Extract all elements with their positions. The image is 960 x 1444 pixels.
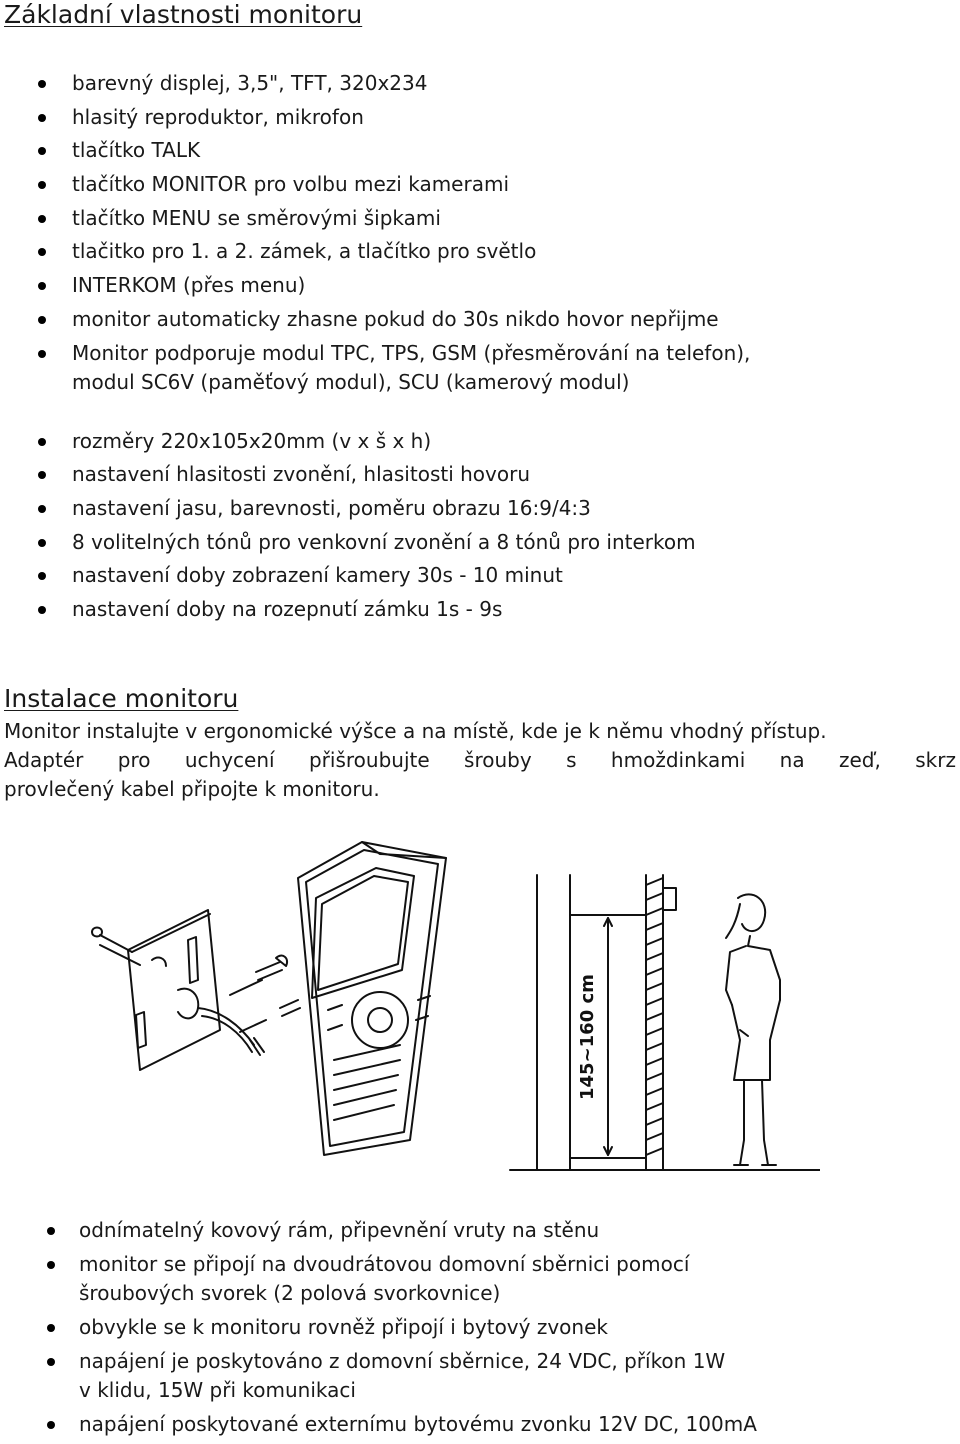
bullet-icon: [38, 215, 46, 223]
bullet-icon: [38, 350, 46, 358]
bullet-icon: [38, 316, 46, 324]
list-item: napájení poskytované externímu bytovému zvonku 12V DC, 100mA: [79, 1410, 757, 1439]
install-line-3: provlečený kabel připojte k monitoru.: [4, 777, 380, 801]
list-item: hlasitý reproduktor, mikrofon: [72, 103, 750, 132]
list-item: Monitor podporuje modul TPC, TPS, GSM (přesměrování na telefon), modul SC6V (paměťový modul), SCU (kamerový modul): [72, 339, 750, 397]
list-item: napájení je poskytováno z domovní sběrnice, 24 VDC, příkon 1W v klidu, 15W při komunikaci: [79, 1347, 757, 1405]
list-item: 8 volitelných tónů pro venkovní zvonění a 8 tónů pro interkom: [72, 528, 750, 557]
bullet-icon: [47, 1324, 55, 1332]
list-item: barevný displej, 3,5", TFT, 320x234: [72, 69, 750, 98]
list-item: obvykle se k monitoru rovněž připojí i bytový zvonek: [79, 1313, 757, 1342]
install-line-1: Monitor instalujte v ergonomické výšce a na místě, kde je k němu vhodný přístup.: [4, 719, 827, 743]
bullet-icon: [38, 114, 46, 122]
bullet-icon: [38, 248, 46, 256]
bullet-icon: [47, 1261, 55, 1269]
list-item: nastavení doby na rozepnutí zámku 1s - 9s: [72, 595, 750, 624]
mounting-plate-drawing: [92, 910, 300, 1070]
properties-list: [79, 1216, 757, 1444]
list-item: rozměry 220x105x20mm (v x š x h): [72, 427, 750, 456]
list-item: INTERKOM (přes menu): [72, 271, 750, 300]
list-item: nastavení doby zobrazení kamery 30s - 10 minut: [72, 561, 750, 590]
bullet-icon: [47, 1358, 55, 1366]
bullet-icon: [38, 471, 46, 479]
features-heading: Základní vlastnosti monitoru: [4, 0, 363, 29]
bullet-icon: [38, 438, 46, 446]
list-item: tlačitko pro 1. a 2. zámek, a tlačítko pro světlo: [72, 237, 750, 266]
bullet-icon: [47, 1227, 55, 1235]
monitor-drawing: [298, 842, 446, 1155]
list-item: tlačítko MENU se směrovými šipkami: [72, 204, 750, 233]
bullet-icon: [47, 1421, 55, 1429]
height-label: 145~160 cm: [577, 974, 598, 1100]
wall-drawing: [510, 875, 820, 1170]
bullet-icon: [38, 606, 46, 614]
list-item: monitor automaticky zhasne pokud do 30s nikdo hovor nepřijme: [72, 305, 750, 334]
list-item: odnímatelný kovový rám, připevnění vruty na stěnu: [79, 1216, 757, 1245]
bullet-icon: [38, 539, 46, 547]
bullet-icon: [38, 147, 46, 155]
bullet-icon: [38, 572, 46, 580]
list-item: nastavení hlasitosti zvonění, hlasitosti hovoru: [72, 460, 750, 489]
installation-illustration: [80, 840, 820, 1180]
install-line-2: Adaptér pro uchycení přišroubujte šrouby s hmoždinkami na zeď, skrz: [4, 748, 956, 772]
bullet-icon: [38, 80, 46, 88]
install-paragraph: [4, 717, 956, 804]
install-heading: Instalace monitoru: [4, 684, 239, 713]
bullet-icon: [38, 505, 46, 513]
bullet-icon: [38, 282, 46, 290]
features-list: [72, 69, 750, 629]
list-item: nastavení jasu, barevnosti, poměru obrazu 16:9/4:3: [72, 494, 750, 523]
list-item: tlačítko TALK: [72, 136, 750, 165]
list-item: tlačítko MONITOR pro volbu mezi kamerami: [72, 170, 750, 199]
list-item: monitor se připojí na dvoudrátovou domovní sběrnici pomocí šroubových svorek (2 polová svorkovnice): [79, 1250, 757, 1308]
bullet-icon: [38, 181, 46, 189]
